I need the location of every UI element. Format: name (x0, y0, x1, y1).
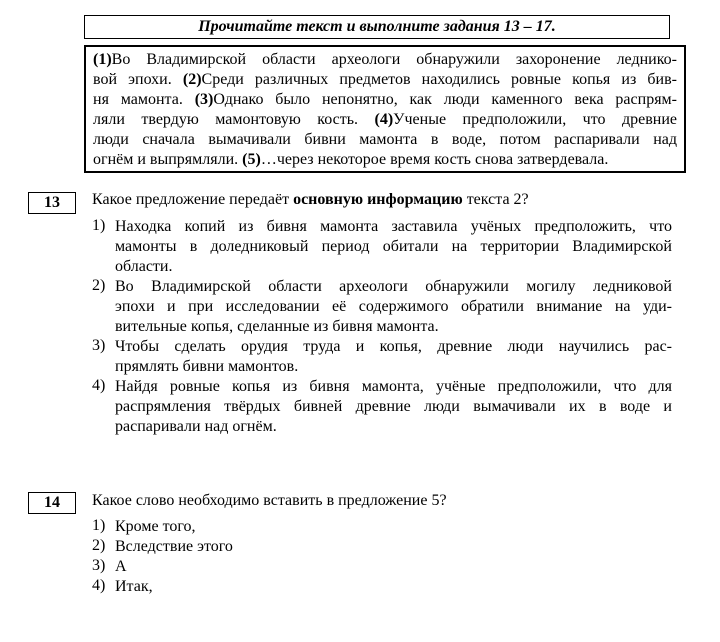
reading-text-box (84, 45, 686, 173)
task-number-13: 13 (28, 192, 76, 214)
option-text-line: мамонты в доледниковый период обитали на территории Владимирской (115, 238, 672, 255)
option-text-line: области. (115, 258, 173, 275)
answer-option (92, 517, 672, 537)
question-13-suffix: текста 2? (462, 191, 529, 208)
answer-option (92, 217, 672, 277)
sentence-number: (2) (182, 71, 202, 88)
task-header: Прочитайте текст и выполните задания 13 – 17. (84, 15, 670, 39)
text-line (93, 110, 677, 130)
options-14 (92, 517, 672, 597)
text-line (93, 150, 677, 170)
answer-option (92, 277, 672, 337)
text-segment: Среди различных предметов находились ровные копья из бив- (201, 71, 677, 88)
option-text-line: А (115, 558, 127, 575)
text-segment: Однако было непонятно, как люди каменного века распрям- (213, 91, 678, 108)
option-text-line: Итак, (115, 578, 153, 595)
options-13 (92, 217, 672, 437)
answer-option (92, 337, 672, 377)
option-text-line: Находка копий из бивня мамонта заставила учёных предположить, что (115, 218, 672, 235)
option-text-line: Найдя ровные копья из бивня мамонта, учёные предположили, что для (115, 378, 672, 395)
text-line (93, 130, 677, 150)
answer-option (92, 377, 672, 437)
option-number: 1) (92, 517, 106, 534)
text-segment: люди сначала вымачивали бивни мамонта в воде, потом распаривали над (93, 131, 677, 148)
option-number: 2) (92, 537, 106, 554)
task-number-14: 14 (28, 492, 76, 514)
answer-option (92, 577, 672, 597)
text-line (93, 70, 677, 90)
question-13 (92, 190, 529, 210)
text-segment: огнём и выпрямляли. (93, 151, 243, 168)
option-text-line: Вследствие этого (115, 538, 233, 555)
question-14: Какое слово необходимо вставить в предложение 5? (92, 492, 447, 509)
sentence-number: (3) (194, 91, 214, 108)
option-text-line: Во Владимирской области археологи обнаружили могилу ледниковой (115, 278, 672, 295)
sentence-number: (4) (374, 111, 394, 128)
text-line (93, 90, 677, 110)
option-number: 1) (92, 217, 106, 234)
option-number: 3) (92, 337, 106, 354)
option-text-line: распаривали над огнём. (115, 418, 277, 435)
text-segment: Ученые предположили, что древние (393, 111, 677, 128)
option-text-line: Чтобы сделать орудия труда и копья, древние люди научились рас- (115, 338, 672, 355)
text-segment: Во Владимирской области археологи обнаружили захоронение леднико- (111, 51, 677, 68)
text-segment: вой эпохи. (93, 71, 183, 88)
sentence-number: (1) (93, 51, 112, 68)
text-segment: ня мамонта. (93, 91, 195, 108)
sentence-number: (5) (242, 151, 261, 168)
option-text-line: прямлять бивни мамонтов. (115, 358, 299, 375)
answer-option (92, 557, 672, 577)
option-number: 4) (92, 377, 106, 394)
text-segment: ляли твердую мамонтовую кость. (93, 111, 375, 128)
answer-option (92, 537, 672, 557)
option-text-line: распрямления твёрдых бивней древние люди вымачивали их в воде и (115, 398, 672, 415)
text-line (93, 50, 677, 70)
option-text-line: эпохи и при исследовании её содержимого обратили внимание на уди- (115, 298, 672, 315)
option-text-line: Кроме того, (115, 518, 196, 535)
question-13-emphasis: основную информацию (293, 191, 463, 208)
option-number: 2) (92, 277, 106, 294)
option-number: 3) (92, 557, 106, 574)
option-text-line: вительные копья, сделанные из бивня мамонта. (115, 318, 439, 335)
question-13-prefix: Какое предложение передаёт (92, 191, 294, 208)
option-number: 4) (92, 577, 106, 594)
text-segment: …через некоторое время кость снова затвердевала. (260, 151, 609, 168)
